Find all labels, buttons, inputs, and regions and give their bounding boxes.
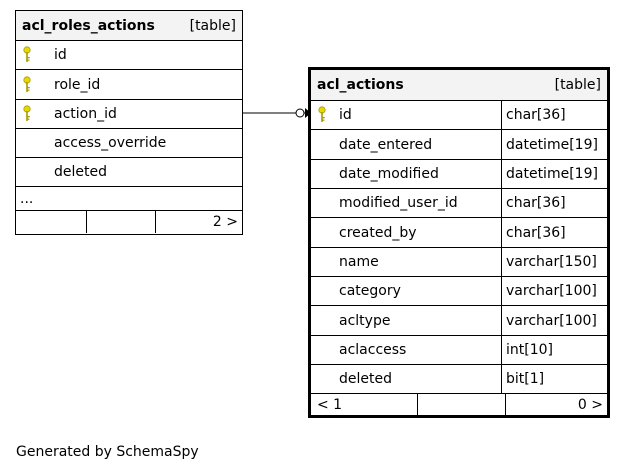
column-row[interactable] bbox=[311, 160, 607, 189]
footer-cell-left bbox=[16, 211, 87, 233]
column-type: char[36] bbox=[501, 189, 607, 217]
column-type: char[36] bbox=[501, 218, 607, 247]
table-header[interactable] bbox=[16, 11, 242, 41]
column-name: date_modified bbox=[339, 166, 439, 182]
key-icon bbox=[16, 105, 38, 123]
generated-by-text: Generated by SchemaSpy bbox=[16, 444, 199, 460]
column-row[interactable] bbox=[311, 189, 607, 218]
column-row[interactable] bbox=[311, 306, 607, 336]
footer-cell-mid bbox=[87, 211, 156, 233]
parents-count-link[interactable]: < 1 bbox=[311, 394, 418, 416]
table-header[interactable] bbox=[311, 70, 607, 101]
key-icon bbox=[16, 76, 38, 94]
column-type: int[10] bbox=[501, 336, 607, 364]
column-type: datetime[19] bbox=[501, 130, 607, 159]
column-row[interactable] bbox=[16, 70, 242, 100]
key-icon bbox=[16, 46, 38, 64]
column-name: action_id bbox=[54, 106, 117, 122]
column-row[interactable] bbox=[16, 100, 242, 129]
footer-cell-mid bbox=[418, 394, 506, 416]
table-footer bbox=[311, 394, 607, 416]
column-name: aclaccess bbox=[339, 342, 407, 358]
column-name: deleted bbox=[339, 371, 392, 387]
table-footer bbox=[16, 211, 242, 233]
column-name: category bbox=[339, 283, 401, 299]
column-name: modified_user_id bbox=[339, 195, 458, 211]
column-type: bit[1] bbox=[501, 365, 607, 393]
column-name: acltype bbox=[339, 312, 391, 329]
table-kind: [table] bbox=[554, 77, 601, 93]
children-count-link[interactable]: 0 > bbox=[577, 397, 603, 413]
column-name: id bbox=[339, 107, 352, 123]
column-name: date_entered bbox=[339, 136, 433, 153]
column-row[interactable] bbox=[311, 101, 607, 130]
table-acl-actions[interactable] bbox=[308, 67, 610, 418]
column-name: created_by bbox=[339, 224, 417, 241]
column-row[interactable] bbox=[311, 277, 607, 306]
column-name: role_id bbox=[54, 76, 101, 93]
column-row[interactable] bbox=[16, 41, 242, 70]
column-type: varchar[100] bbox=[501, 306, 607, 335]
table-name: acl_roles_actions bbox=[22, 17, 155, 34]
column-name: access_override bbox=[54, 135, 167, 151]
column-name: name bbox=[339, 254, 379, 270]
table-name: acl_actions bbox=[317, 77, 404, 93]
key-icon bbox=[311, 106, 333, 124]
column-row[interactable] bbox=[16, 158, 242, 187]
column-row[interactable] bbox=[311, 336, 607, 365]
table-kind: [table] bbox=[189, 17, 236, 34]
column-type: datetime[19] bbox=[501, 160, 607, 188]
column-type: varchar[150] bbox=[501, 248, 607, 276]
more-columns-indicator: ... bbox=[16, 187, 242, 211]
column-type: char[36] bbox=[501, 101, 607, 129]
column-type: varchar[100] bbox=[501, 277, 607, 305]
column-row[interactable] bbox=[16, 129, 242, 158]
column-name: deleted bbox=[54, 164, 107, 180]
children-count-link[interactable]: 2 > bbox=[212, 214, 238, 230]
column-row[interactable] bbox=[311, 248, 607, 277]
column-row[interactable] bbox=[311, 365, 607, 394]
column-row[interactable] bbox=[311, 218, 607, 248]
column-row[interactable] bbox=[311, 130, 607, 160]
column-name: id bbox=[54, 47, 67, 63]
table-acl-roles-actions[interactable] bbox=[15, 10, 243, 235]
